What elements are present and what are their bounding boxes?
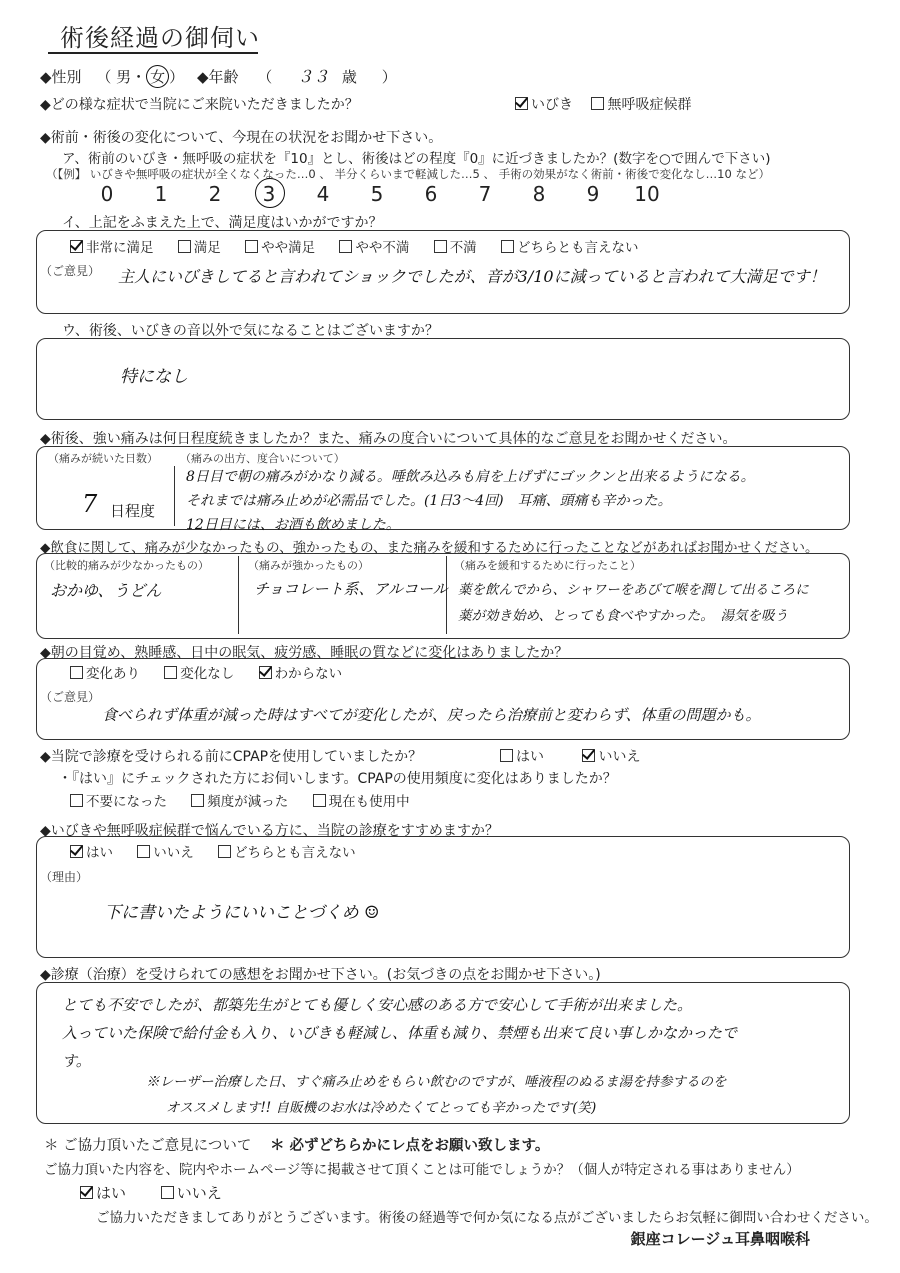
cpap-sub-option[interactable] bbox=[191, 794, 288, 810]
cpap-option-no[interactable] bbox=[582, 749, 640, 765]
scale-2[interactable]: 2 bbox=[208, 182, 222, 206]
gender-separator: ・ bbox=[131, 68, 147, 86]
diet-less-value[interactable]: おかゆ、うどん bbox=[50, 581, 162, 600]
checkbox-checked-icon[interactable] bbox=[582, 749, 595, 762]
pain-days-value[interactable]: 7 bbox=[82, 490, 98, 518]
consent-option-yes[interactable] bbox=[80, 1184, 126, 1202]
impression-note-line[interactable]: オススメします!! 自販機のお水は冷めたくてとっても辛かったです(笑) bbox=[166, 1100, 597, 1116]
checkbox-icon[interactable] bbox=[164, 666, 177, 679]
sleep-question: ◆朝の目覚め、熟睡感、日中の眠気、疲労感、睡眠の質などに変化はありましたか？ bbox=[40, 645, 569, 661]
change-question: ◆術前・術後の変化について、今現在の状況をお聞かせ下さい。 bbox=[40, 130, 443, 146]
symptom-option-label: いびき bbox=[531, 97, 573, 113]
consent-question: ご協力頂いた内容を、院内やホームページ等に掲載させて頂くことは可能でしょうか？（個人が特定される事はありません） bbox=[44, 1162, 800, 1178]
recommend-option[interactable] bbox=[218, 845, 356, 861]
scale-7[interactable]: 7 bbox=[478, 182, 492, 206]
satisfaction-option[interactable] bbox=[178, 240, 221, 256]
gender-label: ◆性別 bbox=[40, 68, 82, 86]
option-label: いいえ bbox=[153, 845, 194, 861]
change-sub-question: ア、術前のいびき・無呼吸の症状を『10』とし、術後はどの程度『0』に近づきましたか？(数字を○で囲んで下さい) bbox=[62, 151, 771, 167]
consent-heading-b: ＊ 必ずどちらかにレ点をお願い致します。 bbox=[269, 1138, 550, 1154]
checkbox-checked-icon[interactable] bbox=[515, 97, 528, 110]
option-label: やや不満 bbox=[355, 240, 410, 256]
other-concern-question: ウ、術後、いびきの音以外で気になることはございますか？ bbox=[62, 323, 439, 339]
cpap-sub-question: ・『はい』にチェックされた方にお伺いします。CPAPの使用頻度に変化はありましたか？ bbox=[58, 771, 617, 787]
gender-close-paren: ） bbox=[169, 68, 185, 86]
checkbox-checked-icon[interactable] bbox=[70, 240, 83, 253]
title-underline bbox=[48, 52, 258, 54]
recommend-reason[interactable]: 下に書いたようにいいことづくめ ☺ bbox=[104, 903, 380, 923]
diet-strong-value[interactable]: チョコレート系、アルコール bbox=[254, 580, 448, 598]
cpap-sub-option[interactable] bbox=[313, 794, 410, 810]
option-label: はい bbox=[96, 1184, 127, 1202]
pain-detail-line[interactable]: 8日目で朝の痛みがかなり減る。唾飲み込みも肩を上げずにゴックンと出来るようになる。 bbox=[186, 469, 755, 485]
other-concern-answer[interactable]: 特になし bbox=[120, 367, 188, 387]
scale-1[interactable]: 1 bbox=[154, 182, 168, 206]
clinic-name: 銀座コレージュ耳鼻咽喉科 bbox=[630, 1230, 810, 1248]
option-label: 変化あり bbox=[86, 666, 140, 682]
checkbox-icon[interactable] bbox=[500, 749, 513, 762]
checkbox-icon[interactable] bbox=[218, 845, 231, 858]
option-label: いいえ bbox=[176, 1184, 222, 1202]
consent-heading bbox=[44, 1134, 549, 1155]
scale-6[interactable]: 6 bbox=[424, 182, 438, 206]
cpap-sub-options bbox=[70, 790, 430, 810]
sleep-options bbox=[70, 662, 362, 682]
option-label: 満足 bbox=[193, 240, 221, 256]
impression-note-line[interactable]: ※レーザー治療した日、すぐ痛み止めをもらい飲むのですが、唾液程のぬるま湯を持参するのを bbox=[146, 1074, 727, 1090]
option-label: 不満 bbox=[449, 240, 477, 256]
checkbox-checked-icon[interactable] bbox=[259, 666, 272, 679]
symptom-options bbox=[515, 94, 691, 114]
option-label: 現在も使用中 bbox=[328, 794, 410, 810]
gender-row bbox=[40, 64, 397, 88]
option-label: はい bbox=[516, 749, 544, 765]
satisfaction-option[interactable] bbox=[501, 240, 639, 256]
checkbox-checked-icon[interactable] bbox=[80, 1186, 93, 1199]
recommend-options bbox=[70, 841, 376, 861]
scale-8[interactable]: 8 bbox=[532, 182, 546, 206]
symptom-option-apnea[interactable] bbox=[591, 97, 691, 113]
satisfaction-option[interactable] bbox=[434, 240, 477, 256]
checkbox-icon[interactable] bbox=[434, 240, 447, 253]
cpap-question: ◆当院で診療を受けられる前にCPAPを使用していましたか？ bbox=[40, 749, 423, 765]
symptom-option-label: 無呼吸症候群 bbox=[607, 97, 692, 113]
recommend-reason-label: （理由） bbox=[40, 870, 89, 884]
diet-less-label: （比較的痛みが少なかったもの） bbox=[44, 559, 209, 572]
age-close-paren: ） bbox=[381, 68, 397, 86]
impression-line[interactable]: とても不安でしたが、都築先生がとても優しく安心感のある方で安心して手術が出来ました。 bbox=[62, 996, 693, 1014]
cpap-options bbox=[500, 746, 640, 766]
satisfaction-option[interactable] bbox=[245, 240, 315, 256]
age-open-paren: （ bbox=[257, 68, 273, 86]
checkbox-icon[interactable] bbox=[313, 794, 326, 807]
sleep-option[interactable] bbox=[259, 666, 343, 682]
pain-days-label: （痛みが続いた日数） bbox=[48, 452, 158, 465]
cpap-option-yes[interactable] bbox=[500, 749, 544, 765]
diet-relief-label: （痛みを緩和するために行ったこと） bbox=[454, 559, 641, 572]
diet-strong-label: （痛みが強かったもの） bbox=[248, 559, 369, 572]
diet-question: ◆飲食に関して、痛みが少なかったもの、強かったもの、また痛みを緩和するために行ったことなどがあればお聞かせください。 bbox=[40, 540, 819, 556]
diet-divider-1 bbox=[238, 556, 239, 634]
option-label: 変化なし bbox=[180, 666, 235, 682]
checkbox-checked-icon[interactable] bbox=[70, 845, 83, 858]
checkbox-icon[interactable] bbox=[178, 240, 191, 253]
sleep-opinion[interactable]: 食べられず体重が減った時はすべてが変化したが、戻ったら治療前と変わらず、体重の問題かも。 bbox=[102, 706, 761, 724]
page-title: 術後経過の御伺い bbox=[60, 24, 260, 52]
consent-heading-a: ＊ ご協力頂いたご意見について bbox=[44, 1138, 252, 1154]
checkbox-icon[interactable] bbox=[245, 240, 258, 253]
sleep-option[interactable] bbox=[164, 666, 234, 682]
consent-option-no[interactable] bbox=[161, 1184, 222, 1202]
recommend-question: ◆いびきや無呼吸症候群で悩んでいる方に、当院の診療をすすめますか？ bbox=[40, 823, 499, 839]
pain-detail-line[interactable]: それまでは痛み止めが必需品でした。(1日3～4回) 耳痛、頭痛も辛かった。 bbox=[186, 493, 672, 509]
checkbox-icon[interactable] bbox=[70, 666, 83, 679]
option-label: 不要になった bbox=[86, 794, 167, 810]
age-label: ◆年齢 bbox=[196, 68, 239, 86]
change-example: （【例】 いびきや無呼吸の症状が全くなくなった…0 、 半分くらいまで軽減した…5 、 手術の効果がなく術前・術後で変化なし…10 など） bbox=[46, 167, 770, 181]
impression-question: ◆診療（治療）を受けられての感想をお聞かせ下さい。(お気づきの点をお聞かせ下さい。) bbox=[40, 967, 601, 983]
consent-options bbox=[80, 1182, 222, 1203]
satisfaction-opinion-label: （ご意見） bbox=[40, 264, 101, 278]
sleep-opinion-label: （ご意見） bbox=[40, 690, 101, 704]
checkbox-icon[interactable] bbox=[191, 794, 204, 807]
pain-box bbox=[36, 446, 850, 530]
diet-relief-line[interactable]: 薬が効き始め、とっても食べやすかった。 湯気を吸う bbox=[458, 608, 788, 624]
checkbox-icon[interactable] bbox=[161, 1186, 174, 1199]
checkbox-icon[interactable] bbox=[339, 240, 352, 253]
pain-divider bbox=[174, 466, 175, 526]
sleep-option[interactable] bbox=[70, 666, 140, 682]
satisfaction-option[interactable] bbox=[70, 240, 154, 256]
pain-detail-label: （痛みの出方、度合いについて） bbox=[180, 452, 345, 465]
scale-3-selected[interactable]: 3 bbox=[242, 182, 296, 206]
impression-line[interactable]: す。 bbox=[62, 1052, 91, 1070]
gender-female-selected[interactable]: 女 bbox=[146, 65, 169, 88]
diet-relief-line[interactable]: 薬を飲んでから、シャワーをあびて喉を潤して出るころに bbox=[458, 582, 809, 598]
pain-days-unit: 日程度 bbox=[110, 502, 156, 520]
age-value[interactable]: ３３ bbox=[297, 67, 330, 86]
option-label: どちらとも言えない bbox=[234, 845, 356, 861]
option-label: 頻度が減った bbox=[207, 794, 289, 810]
recommend-option[interactable] bbox=[137, 845, 194, 861]
symptom-option-snoring[interactable] bbox=[515, 97, 573, 113]
option-label: やや満足 bbox=[261, 240, 316, 256]
scale-10[interactable]: 10 bbox=[634, 182, 660, 206]
satisfaction-question: イ、上記をふまえた上で、満足度はいかがですか？ bbox=[62, 215, 383, 231]
scale-5[interactable]: 5 bbox=[370, 182, 384, 206]
pain-detail-line[interactable]: 12日目には、お酒も飲めました。 bbox=[186, 517, 400, 533]
scale-4[interactable]: 4 bbox=[316, 182, 330, 206]
option-label: はい bbox=[86, 845, 113, 861]
impression-line[interactable]: 入っていた保険で給付金も入り、いびきも軽減し、体重も減り、禁煙も出来て良い事しかなかったで bbox=[62, 1024, 738, 1042]
option-label: わからない bbox=[274, 666, 343, 682]
scale-9[interactable]: 9 bbox=[586, 182, 600, 206]
symptom-question: ◆どの様な症状で当院にご来院いただきましたか？ bbox=[40, 97, 359, 113]
scale-0[interactable]: 0 bbox=[100, 182, 114, 206]
recommend-option[interactable] bbox=[70, 845, 113, 861]
gender-open-paren: （ bbox=[96, 68, 112, 86]
gender-male[interactable]: 男 bbox=[116, 68, 132, 86]
satisfaction-option[interactable] bbox=[339, 240, 409, 256]
checkbox-icon[interactable] bbox=[501, 240, 514, 253]
change-scale bbox=[80, 182, 674, 206]
option-label: いいえ bbox=[598, 749, 641, 765]
consent-thanks: ご協力いただきましてありがとうございます。術後の経過等で何か気になる点がございましたらお気軽に御問い合わせください。 bbox=[96, 1210, 878, 1226]
option-label: 非常に満足 bbox=[86, 240, 154, 256]
age-unit: 歳 bbox=[341, 68, 357, 86]
option-label: どちらとも言えない bbox=[516, 240, 639, 256]
checkbox-icon[interactable] bbox=[70, 794, 83, 807]
satisfaction-options bbox=[70, 236, 658, 256]
checkbox-icon[interactable] bbox=[591, 97, 604, 110]
cpap-sub-option[interactable] bbox=[70, 794, 167, 810]
checkbox-icon[interactable] bbox=[137, 845, 150, 858]
satisfaction-opinion[interactable]: 主人にいびきしてると言われてショックでしたが、音が3/10に減っていると言われて大満足です！ bbox=[118, 267, 826, 286]
pain-question: ◆術後、強い痛みは何日程度続きましたか？また、痛みの度合いについて具体的なご意見をお聞かせください。 bbox=[40, 431, 737, 447]
